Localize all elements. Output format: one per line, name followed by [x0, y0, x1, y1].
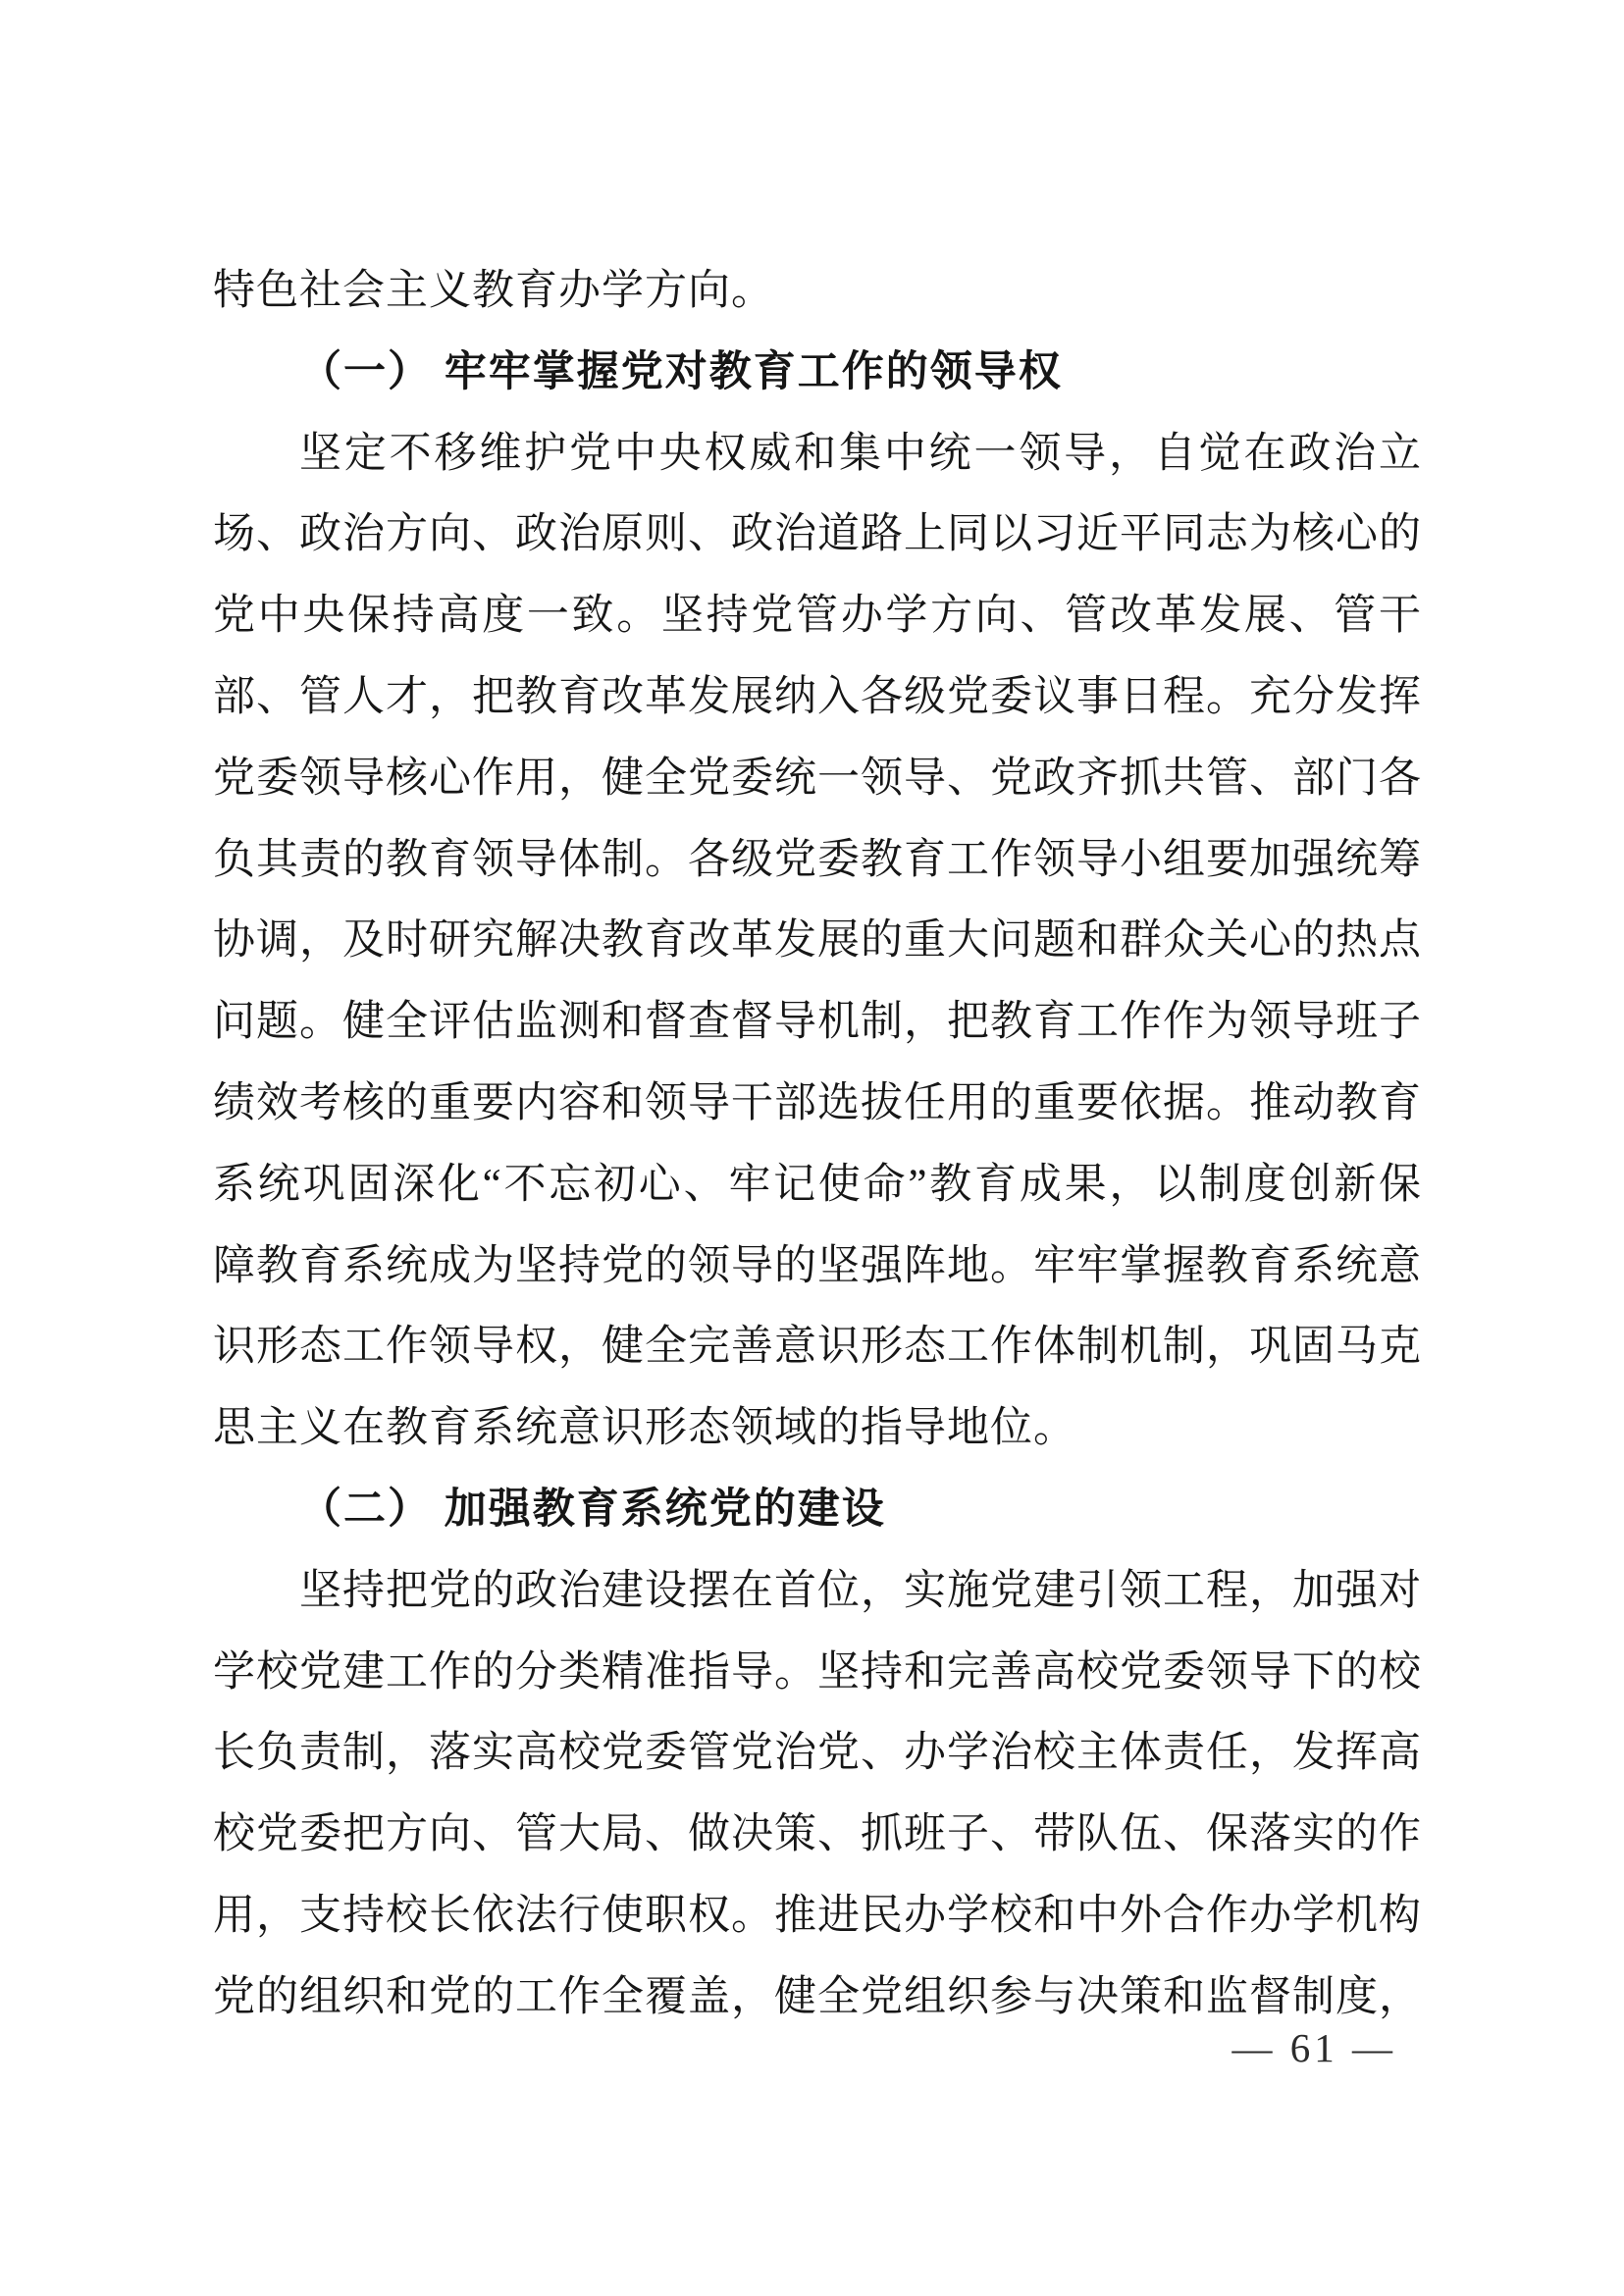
text-line: 负其责的教育领导体制。各级党委教育工作领导小组要加强统筹: [213, 836, 1422, 883]
text-line: 绩效考核的重要内容和领导干部选拔任用的重要依据。推动教育: [213, 1079, 1422, 1126]
text-line: 问题。健全评估监测和督查督导机制，把教育工作作为领导班子: [213, 999, 1422, 1046]
text-line: 场、政治方向、政治原则、政治道路上同以习近平同志为核心的: [213, 511, 1422, 558]
text-line: 特色社会主义教育办学方向。: [213, 268, 774, 314]
text-line: 坚定不移维护党中央权威和集中统一领导，自觉在政治立: [299, 430, 1422, 477]
text-line: 障教育系统成为坚持党的领导的坚强阵地。牢牢掌握教育系统意: [213, 1242, 1422, 1289]
text-line: （二） 加强教育系统党的建设: [299, 1486, 886, 1533]
text-line: 用，支持校长依法行使职权。推进民办学校和中外合作办学机构: [213, 1892, 1422, 1939]
document-body: [213, 251, 1422, 2039]
text-line: 识形态工作领导权，健全完善意识形态工作体制机制，巩固马克: [213, 1324, 1422, 1371]
text-line: 校党委把方向、管大局、做决策、抓班子、带队伍、保落实的作: [213, 1811, 1422, 1858]
text-line: 系统巩固深化“不忘初心、牢记使命”教育成果，以制度创新保: [213, 1161, 1422, 1208]
text-line: 党的组织和党的工作全覆盖，健全党组织参与决策和监督制度，: [213, 1973, 1422, 2020]
text-line: 部、管人才，把教育改革发展纳入各级党委议事日程。充分发挥: [213, 673, 1422, 720]
text-line: 党委领导核心作用，健全党委统一领导、党政齐抓共管、部门各: [213, 755, 1422, 802]
text-line: 学校党建工作的分类精准指导。坚持和完善高校党委领导下的校: [213, 1648, 1422, 1696]
text-line: （一） 牢牢掌握党对教育工作的领导权: [299, 348, 1063, 395]
page-number: — 61 —: [1231, 2025, 1396, 2070]
text-line: 思主义在教育系统意识形态领域的指导地位。: [213, 1405, 1076, 1452]
text-line: 长负责制，落实高校党委管党治党、办学治校主体责任，发挥高: [213, 1730, 1422, 1777]
text-line: 协调，及时研究解决教育改革发展的重大问题和群众关心的热点: [213, 917, 1422, 965]
text-line: 党中央保持高度一致。坚持党管办学方向、管改革发展、管干: [213, 593, 1422, 640]
text-line: 坚持把党的政治建设摆在首位，实施党建引领工程，加强对: [299, 1567, 1422, 1614]
